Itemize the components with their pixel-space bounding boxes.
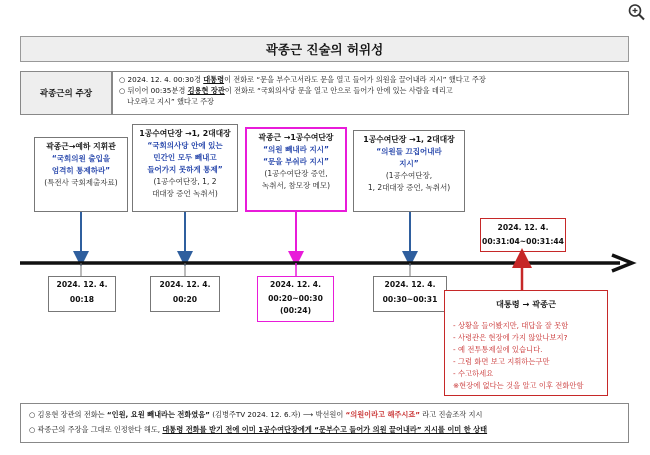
bottom-line-2-underlined: 대통령 전화를 받기 전에 이미 1공수여단장에게 “문부수고 들어가 의원 끌어내라” 지시를 이미 한 상태	[162, 425, 488, 434]
president-call-line-5: - 수고하세요	[453, 369, 494, 378]
event-4-title: 1공수여단장 →1, 2대대장	[363, 135, 455, 144]
time-2-time: 00:20	[172, 295, 198, 304]
bottom-notes	[20, 403, 629, 443]
event-2-line-1: “국회의사당 안에 있는	[147, 141, 223, 150]
claim-line-1-suffix: 이 전화로 “문을 부수고서라도 문을 열고 들어가 의원을 끌어내라 지시” 했다고 주장	[224, 75, 486, 84]
event-4-line-2: 지시”	[399, 159, 419, 168]
bottom-line-1-red: “의원이라고 해주시죠”	[345, 410, 420, 419]
time-box-2	[150, 276, 220, 312]
claim-line-3: 나오라고 지시” 했다고 주장	[127, 97, 214, 106]
bottom-line-1-bold: “인원, 요원 빼내라는 전화였음”	[106, 410, 210, 419]
bottom-line-1-mid: (김병주TV 2024. 12. 6.자) ⟶ 박선원이	[209, 410, 346, 419]
time-3-date: 2024. 12. 4.	[270, 280, 321, 289]
time-4-date: 2024. 12. 4.	[384, 280, 436, 289]
claim-line-1-prefix: ○ 2024. 12. 4. 00:30경	[119, 75, 204, 84]
claim-label: 곽종근의 주장	[20, 71, 112, 115]
president-call-body	[444, 318, 608, 396]
claim-line-2-bold: 김용현 장관	[187, 86, 225, 95]
page-title: 곽종근 진술의 허위성	[20, 36, 629, 62]
bottom-line-1	[29, 407, 620, 422]
event-3-line-1: “의원 빼내라 지시”	[263, 145, 329, 154]
time-box-4	[373, 276, 447, 312]
event-3-source: (1공수여단장 증언, 녹취서, 참모장 메모)	[261, 169, 331, 190]
president-call-line-4: - 그럼 화면 보고 지휘하는구만	[453, 357, 550, 366]
time-3-time: 00:20~00:30	[268, 294, 323, 303]
red-time-time: 00:31:04~00:31:44	[482, 237, 564, 246]
president-call-line-1: - 상황을 들어봤지만, 대답을 잘 못함	[453, 321, 569, 330]
event-box-1	[34, 137, 128, 212]
claim-line-2-prefix: ○ 뒤이어 00:35분경	[119, 86, 188, 95]
event-2-line-2: 민간인 모두 빼내고	[153, 153, 217, 162]
red-time-date: 2024. 12. 4.	[497, 223, 549, 232]
time-1-time: 00:18	[69, 295, 95, 304]
event-box-2	[132, 124, 238, 212]
time-box-3	[257, 276, 334, 322]
event-4-line-1: “의원들 끄집어내라	[376, 147, 442, 156]
bottom-line-1-prefix: ○ 김용현 장관의 전화는	[29, 410, 107, 419]
event-1-line-2: 엄격히 통제하라”	[51, 166, 111, 175]
event-1-line-1: “국회의원 출입을	[51, 154, 111, 163]
event-1-title: 곽종근→예하 지휘관	[46, 142, 116, 151]
president-call-line-2: - 사령관은 현장에 가지 않았나보지?	[453, 333, 568, 342]
time-1-date: 2024. 12. 4.	[56, 280, 108, 289]
event-box-3	[245, 127, 347, 212]
event-3-title: 곽종근 →1공수여단장	[258, 133, 334, 142]
event-3-line-2: “문을 부숴라 지시”	[263, 157, 329, 166]
event-2-title: 1공수여단장 →1, 2대대장	[139, 129, 231, 138]
president-call-title: 대통령 → 곽종근	[444, 290, 608, 318]
president-call-line-3: - 예 전투통제실에 있습니다.	[453, 345, 543, 354]
bottom-line-1-suffix: 라고 진술조작 지시	[420, 410, 483, 419]
event-1-source: (특전사 국회제출자료)	[44, 178, 118, 187]
time-box-1	[48, 276, 116, 312]
event-box-4	[353, 130, 465, 212]
event-2-source: (1공수여단장, 1, 2 대대장 증언 녹취서)	[152, 177, 218, 198]
time-4-time: 00:30~00:31	[382, 295, 438, 304]
event-2-line-3: 들어가지 못하게 통제”	[147, 165, 223, 174]
president-call-time-box	[480, 218, 566, 252]
claim-line-1-bold: 대통령	[203, 75, 225, 84]
claim-line-2-suffix: 이 전화로 “국회의사당 문을 열고 안으로 들어가 안에 있는 사람을 데리고	[224, 86, 453, 95]
president-call-note: ※현장에 없다는 것을 알고 이후 전화안함	[453, 381, 584, 390]
bottom-line-2	[29, 422, 620, 437]
time-2-date: 2024. 12. 4.	[159, 280, 211, 289]
time-3-extra: (00:24)	[279, 306, 312, 315]
bottom-line-2-prefix: ○ 곽종근의 주장을 그대로 인정한다 해도,	[29, 425, 163, 434]
event-4-source: (1공수여단장, 1, 2대대장 증언, 녹취서)	[367, 171, 451, 192]
